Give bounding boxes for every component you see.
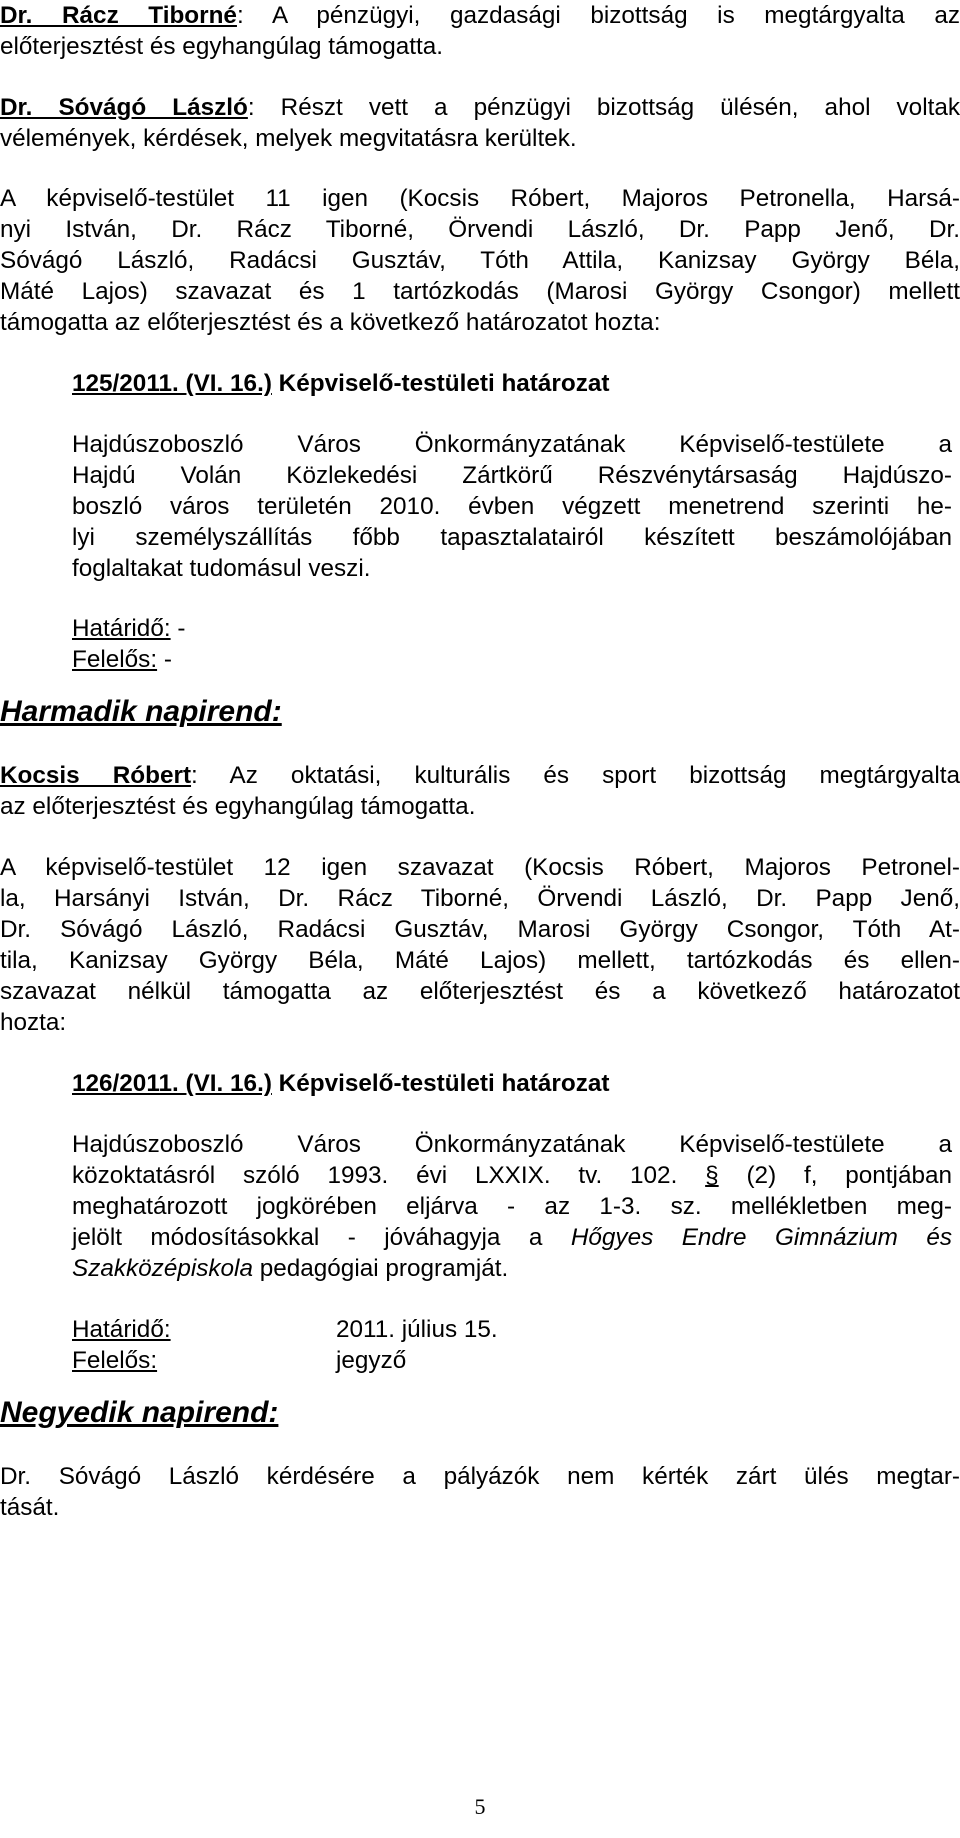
resolution-title: 125/2011. (VI. 16.) Képviselő-testületi határozat xyxy=(72,370,610,397)
page-number: 5 xyxy=(474,1794,486,1819)
speaker-name: Dr. Rácz Tiborné xyxy=(0,2,237,29)
agenda-heading: Negyedik napirend: xyxy=(0,1396,279,1429)
resolution-number: 126/2011. (VI. 16.) xyxy=(72,1070,272,1097)
paragraph-line: vélemények, kérdések, melyek megvitatásra kerültek. xyxy=(0,125,577,152)
paragraph-line: Kocsis Róbert: Az oktatási, kulturális és sport bizottság megtárgyalta xyxy=(0,762,960,789)
deadline-value: - xyxy=(170,615,186,642)
paragraph-line: előterjesztést és egyhangúlag támogatta. xyxy=(0,33,444,60)
vote-line: hozta: xyxy=(0,1009,67,1036)
school-name: Szakközépiskola xyxy=(72,1255,253,1282)
vote-line: Dr. Sóvágó László, Radácsi Gusztáv, Marosi György Csongor, Tóth At- xyxy=(0,916,960,943)
deadline-row xyxy=(72,613,185,644)
agenda-heading: Harmadik napirend: xyxy=(0,695,282,728)
vote-line: A képviselő-testület 11 igen (Kocsis Róbert, Majoros Petronella, Harsá- xyxy=(0,185,960,212)
paragraph-line: Dr. Rácz Tiborné: A pénzügyi, gazdasági bizottság is megtárgyalta az xyxy=(0,2,960,29)
deadline-value: 2011. július 15. xyxy=(336,1316,498,1343)
resolution-line: Hajdúszoboszló Város Önkormányzatának Képviselő-testülete a xyxy=(72,1131,952,1158)
resolution-number: 125/2011. (VI. 16.) xyxy=(72,370,272,397)
paragraph-line: az előterjesztést és egyhangúlag támogatta. xyxy=(0,793,476,820)
vote-line: A képviselő-testület 12 igen szavazat (Kocsis Róbert, Majoros Petronel- xyxy=(0,854,960,881)
paragraph-line: Dr. Sóvágó László: Részt vett a pénzügyi bizottság ülésén, ahol voltak xyxy=(0,94,960,121)
resolution-line: Hajdú Volán Közlekedési Zártkörű Részvénytársaság Hajdúszo- xyxy=(72,462,952,489)
responsible-label: Felelős: xyxy=(72,646,158,673)
resolution-line: közoktatásról szóló 1993. évi LXXIX. tv. 102. § (2) f, pontjában xyxy=(72,1162,953,1189)
resolution-line: meghatározott jogkörében eljárva - az 1-3. sz. mellékletben meg- xyxy=(72,1193,952,1220)
deadline-label: Határidő: xyxy=(72,615,171,642)
paragraph-line: Dr. Sóvágó László kérdésére a pályázók nem kérték zárt ülés megtar- xyxy=(0,1463,960,1490)
vote-line: tila, Kanizsay György Béla, Máté Lajos) mellett, tartózkodás és ellen- xyxy=(0,947,960,974)
resolution-line: foglaltakat tudomásul veszi. xyxy=(72,555,371,582)
resolution-line: Hajdúszoboszló Város Önkormányzatának Képviselő-testülete a xyxy=(72,431,952,458)
resolution-line: jelölt módosításokkal - jóváhagyja a Hőgyes Endre Gimnázium és xyxy=(72,1224,952,1251)
responsible-row xyxy=(72,644,172,675)
vote-line: támogatta az előterjesztést és a következő határozatot hozta: xyxy=(0,309,661,336)
responsible-label: Felelős: xyxy=(72,1347,158,1374)
vote-line: Sóvágó László, Radácsi Gusztáv, Tóth Attila, Kanizsay György Béla, xyxy=(0,247,960,274)
vote-line: la, Harsányi István, Dr. Rácz Tiborné, Örvendi László, Dr. Papp Jenő, xyxy=(0,885,960,912)
responsible-value: - xyxy=(157,646,172,673)
vote-line: szavazat nélkül támogatta az előterjesztést és a következő határozatot xyxy=(0,978,960,1005)
speaker-name: Dr. Sóvágó László xyxy=(0,94,248,121)
speaker-name: Kocsis Róbert xyxy=(0,762,192,789)
resolution-line: Szakközépiskola pedagógiai programját. xyxy=(72,1255,509,1282)
school-name: Hőgyes Endre Gimnázium és xyxy=(570,1224,952,1251)
resolution-title: 126/2011. (VI. 16.) Képviselő-testületi határozat xyxy=(72,1070,610,1097)
vote-line: nyi István, Dr. Rácz Tiborné, Örvendi László, Dr. Papp Jenő, Dr. xyxy=(0,216,960,243)
deadline-label: Határidő: xyxy=(72,1316,171,1343)
responsible-value: jegyző xyxy=(336,1347,407,1374)
paragraph-line: tását. xyxy=(0,1494,60,1521)
resolution-line: boszló város területén 2010. évben végzett menetrend szerinti he- xyxy=(72,493,952,520)
section-symbol: § xyxy=(705,1162,719,1189)
vote-line: Máté Lajos) szavazat és 1 tartózkodás (Marosi György Csongor) mellett xyxy=(0,278,960,305)
resolution-line: lyi személyszállítás főbb tapasztalatairól készített beszámolójában xyxy=(72,524,952,551)
